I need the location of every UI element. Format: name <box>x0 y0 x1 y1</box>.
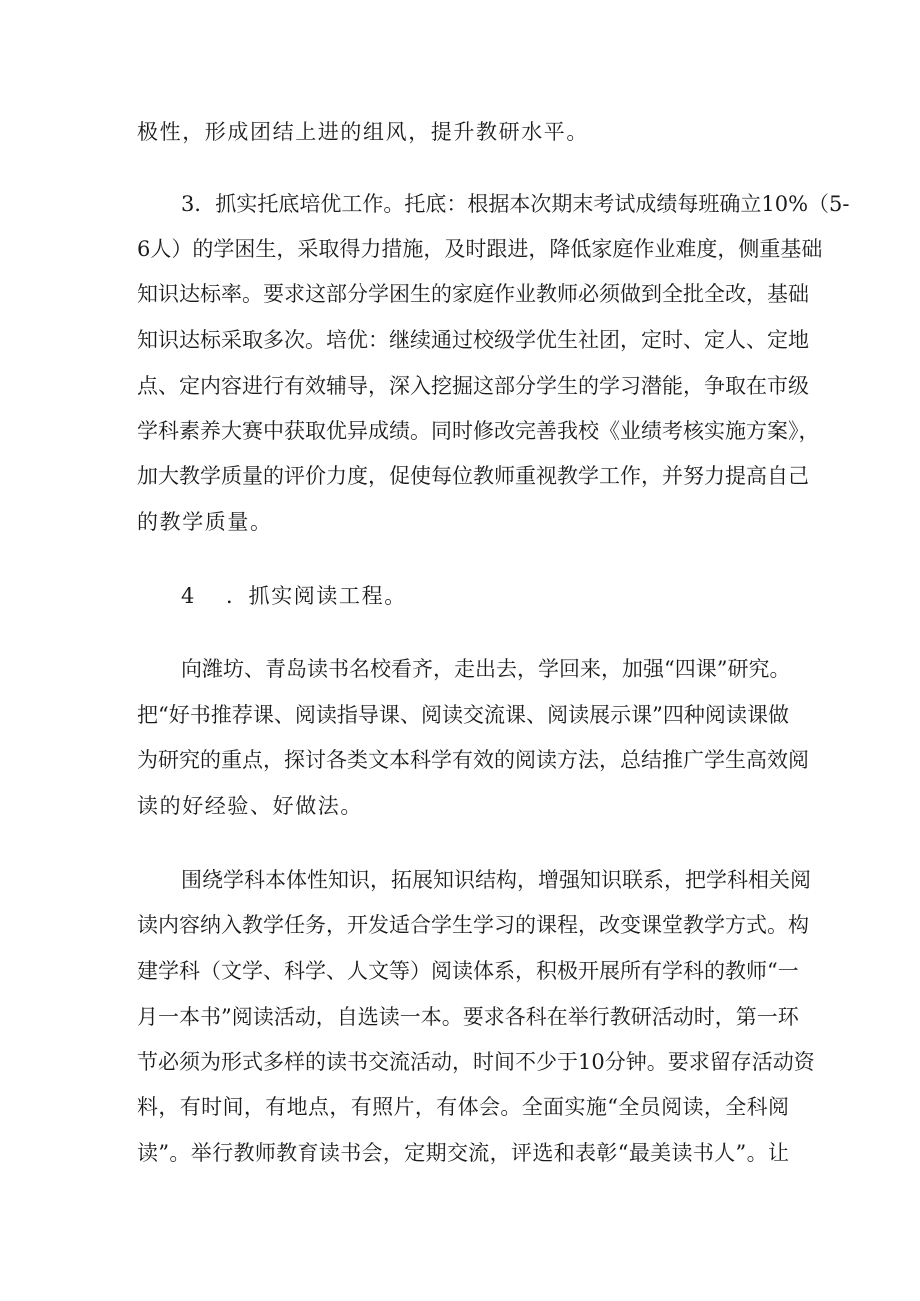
para-3-line-4: 知识达标采取多次。培优：继续通过校级学优生社团，定时、定人、定地 <box>137 328 809 352</box>
reading-para-1-line-2: 把“好书推荐课、阅读指导课、阅读交流课、阅读展示课”四种阅读课做 <box>137 703 789 727</box>
section-4-number: 4 <box>181 584 196 608</box>
reading-para-2-line-4: 月一本书”阅读活动，自选读一本。要求各科在举行教研活动时，第一环 <box>137 1005 799 1029</box>
para-3-line-2: 6人）的学困生，采取得力措施，及时跟进，降低家庭作业难度，侧重基础 <box>137 237 823 261</box>
section-4-heading: ．抓实阅读工程。 <box>226 584 407 608</box>
reading-para-2-line-2: 读内容纳入教学任务，开发适合学生学习的课程，改变课堂教学方式。构 <box>137 913 809 937</box>
reading-para-1-line-1: 向潍坊、青岛读书名校看齐，走出去，学回来，加强“四课”研究。 <box>181 657 791 681</box>
para-1-line-1: 极性，形成团结上进的组风，提升教研水平。 <box>137 120 589 144</box>
reading-para-2-line-5: 节必须为形式多样的读书交流活动，时间不少于10分钟。要求留存活动资 <box>137 1050 815 1074</box>
para-3-line-1: 3．抓实托底培优工作。托底：根据本次期末考试成绩每班确立10%（5- <box>181 192 850 216</box>
reading-para-2-line-3: 建学科（文学、科学、人文等）阅读体系，积极开展所有学科的教师“一 <box>137 959 799 983</box>
reading-para-1-line-3: 为研究的重点，探讨各类文本科学有效的阅读方法，总结推广学生高效阅 <box>137 748 809 772</box>
para-3-line-6: 学科素养大赛中获取优异成绩。同时修改完善我校《业绩考核实施方案》， <box>137 419 820 443</box>
reading-para-2-line-6: 料，有时间，有地点，有照片，有体会。全面实施“全员阅读，全科阅 <box>137 1095 789 1119</box>
reading-para-2-line-7: 读”。举行教师教育读书会，定期交流，评选和表彰“最美读书人”。让 <box>137 1141 789 1165</box>
para-3-line-3: 知识达标率。要求这部分学困生的家庭作业教师必须做到全批全改，基础 <box>137 282 809 306</box>
reading-para-1-line-4: 读的好经验、好做法。 <box>137 794 363 818</box>
para-3-line-5: 点、定内容进行有效辅导，深入挖掘这部分学生的学习潜能，争取在市级 <box>137 374 809 398</box>
para-3-line-7: 加大教学质量的评价力度，促使每位教师重视教学工作，并努力提高自己 <box>137 464 809 488</box>
reading-para-2-line-1: 围绕学科本体性知识，拓展知识结构，增强知识联系，把学科相关阅 <box>181 868 811 892</box>
para-3-line-8: 的教学质量。 <box>137 510 273 534</box>
